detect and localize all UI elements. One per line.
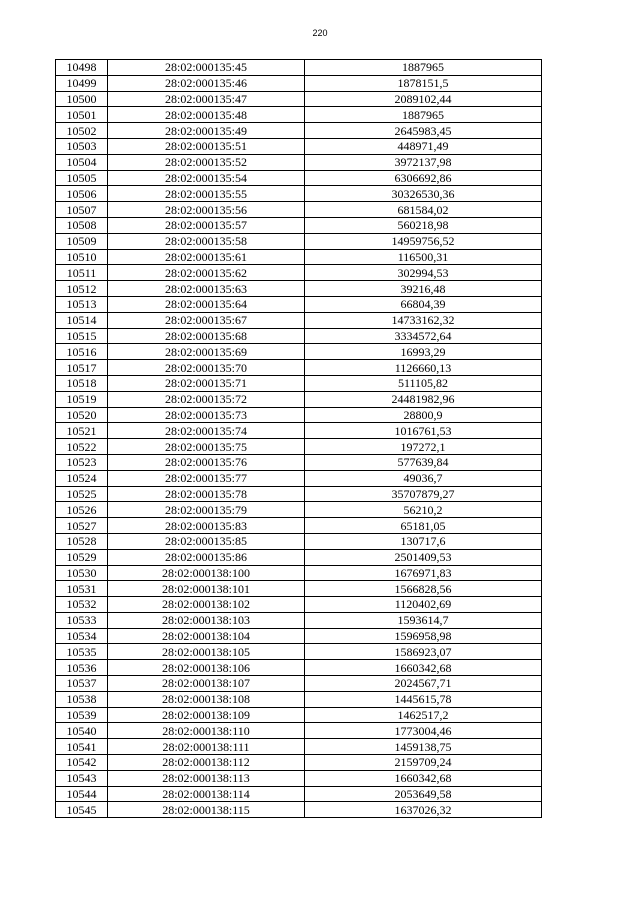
table-row xyxy=(56,296,542,312)
cadastral-number-cell: 28:02:000135:69 xyxy=(108,344,305,360)
row-number-cell: 10523 xyxy=(56,454,108,470)
table-row xyxy=(56,707,542,723)
table-row xyxy=(56,123,542,139)
cadastral-number-cell: 28:02:000138:100 xyxy=(108,565,305,581)
row-number-cell: 10529 xyxy=(56,549,108,565)
cadastral-value-cell: 1593614,7 xyxy=(305,612,542,628)
row-number-cell: 10526 xyxy=(56,502,108,518)
table-row xyxy=(56,502,542,518)
cadastral-number-cell: 28:02:000135:67 xyxy=(108,312,305,328)
row-number-cell: 10509 xyxy=(56,233,108,249)
cadastral-number-cell: 28:02:000135:61 xyxy=(108,249,305,265)
cadastral-number-cell: 28:02:000138:105 xyxy=(108,644,305,660)
cadastral-number-cell: 28:02:000135:83 xyxy=(108,518,305,534)
cadastral-value-cell: 39216,48 xyxy=(305,281,542,297)
cadastral-number-cell: 28:02:000135:73 xyxy=(108,407,305,423)
cadastral-number-cell: 28:02:000135:71 xyxy=(108,375,305,391)
cadastral-value-cell: 1445615,78 xyxy=(305,691,542,707)
row-number-cell: 10513 xyxy=(56,296,108,312)
table-row xyxy=(56,739,542,755)
table-row xyxy=(56,328,542,344)
cadastral-value-cell: 197272,1 xyxy=(305,439,542,455)
table-row xyxy=(56,660,542,676)
row-number-cell: 10512 xyxy=(56,281,108,297)
table-row xyxy=(56,360,542,376)
cadastral-value-cell: 16993,29 xyxy=(305,344,542,360)
table-row xyxy=(56,802,542,818)
table-row xyxy=(56,612,542,628)
table-row xyxy=(56,217,542,233)
cadastral-number-cell: 28:02:000138:104 xyxy=(108,628,305,644)
cadastral-number-cell: 28:02:000135:76 xyxy=(108,454,305,470)
row-number-cell: 10518 xyxy=(56,375,108,391)
cadastral-number-cell: 28:02:000135:51 xyxy=(108,138,305,154)
cadastral-number-cell: 28:02:000135:70 xyxy=(108,360,305,376)
row-number-cell: 10516 xyxy=(56,344,108,360)
cadastral-number-cell: 28:02:000135:79 xyxy=(108,502,305,518)
row-number-cell: 10503 xyxy=(56,138,108,154)
table-row xyxy=(56,107,542,123)
row-number-cell: 10545 xyxy=(56,802,108,818)
row-number-cell: 10531 xyxy=(56,581,108,597)
cadastral-value-cell: 30326530,36 xyxy=(305,186,542,202)
cadastral-value-cell: 1459138,75 xyxy=(305,739,542,755)
cadastral-value-cell: 681584,02 xyxy=(305,202,542,218)
row-number-cell: 10522 xyxy=(56,439,108,455)
cadastral-number-cell: 28:02:000135:48 xyxy=(108,107,305,123)
cadastral-value-cell: 1660342,68 xyxy=(305,660,542,676)
cadastral-value-cell: 116500,31 xyxy=(305,249,542,265)
cadastral-number-cell: 28:02:000135:62 xyxy=(108,265,305,281)
page-number: 220 xyxy=(312,28,328,38)
table-row xyxy=(56,770,542,786)
row-number-cell: 10506 xyxy=(56,186,108,202)
cadastral-number-cell: 28:02:000135:68 xyxy=(108,328,305,344)
cadastral-value-cell: 2501409,53 xyxy=(305,549,542,565)
cadastral-value-cell: 35707879,27 xyxy=(305,486,542,502)
cadastral-number-cell: 28:02:000138:103 xyxy=(108,612,305,628)
row-number-cell: 10511 xyxy=(56,265,108,281)
table-row xyxy=(56,549,542,565)
table-row xyxy=(56,644,542,660)
table-row xyxy=(56,312,542,328)
row-number-cell: 10498 xyxy=(56,60,108,76)
row-number-cell: 10534 xyxy=(56,628,108,644)
cadastral-number-cell: 28:02:000135:63 xyxy=(108,281,305,297)
cadastral-number-cell: 28:02:000135:54 xyxy=(108,170,305,186)
cadastral-number-cell: 28:02:000138:112 xyxy=(108,755,305,771)
row-number-cell: 10542 xyxy=(56,755,108,771)
cadastral-value-cell: 130717,6 xyxy=(305,533,542,549)
row-number-cell: 10540 xyxy=(56,723,108,739)
row-number-cell: 10515 xyxy=(56,328,108,344)
cadastral-value-cell: 66804,39 xyxy=(305,296,542,312)
row-number-cell: 10507 xyxy=(56,202,108,218)
cadastral-value-cell: 2159709,24 xyxy=(305,755,542,771)
table-row xyxy=(56,454,542,470)
table-row xyxy=(56,91,542,107)
cadastral-value-cell: 577639,84 xyxy=(305,454,542,470)
cadastral-number-cell: 28:02:000135:46 xyxy=(108,75,305,91)
cadastral-value-cell: 1596958,98 xyxy=(305,628,542,644)
cadastral-value-cell: 1016761,53 xyxy=(305,423,542,439)
cadastral-number-cell: 28:02:000135:75 xyxy=(108,439,305,455)
table-row xyxy=(56,154,542,170)
table-row xyxy=(56,518,542,534)
table-row xyxy=(56,407,542,423)
cadastral-number-cell: 28:02:000138:107 xyxy=(108,676,305,692)
cadastral-number-cell: 28:02:000138:111 xyxy=(108,739,305,755)
cadastral-value-cell: 3334572,64 xyxy=(305,328,542,344)
cadastral-number-cell: 28:02:000135:78 xyxy=(108,486,305,502)
cadastral-number-cell: 28:02:000135:72 xyxy=(108,391,305,407)
row-number-cell: 10524 xyxy=(56,470,108,486)
cadastral-value-cell: 1660342,68 xyxy=(305,770,542,786)
row-number-cell: 10505 xyxy=(56,170,108,186)
cadastral-value-cell: 14733162,32 xyxy=(305,312,542,328)
cadastral-value-cell: 1462517,2 xyxy=(305,707,542,723)
cadastral-number-cell: 28:02:000135:74 xyxy=(108,423,305,439)
cadastral-number-cell: 28:02:000138:106 xyxy=(108,660,305,676)
cadastral-value-cell: 1878151,5 xyxy=(305,75,542,91)
table-row xyxy=(56,423,542,439)
row-number-cell: 10500 xyxy=(56,91,108,107)
cadastral-number-cell: 28:02:000135:58 xyxy=(108,233,305,249)
cadastral-value-cell: 2089102,44 xyxy=(305,91,542,107)
cadastral-number-cell: 28:02:000135:85 xyxy=(108,533,305,549)
table-row xyxy=(56,344,542,360)
cadastral-number-cell: 28:02:000135:52 xyxy=(108,154,305,170)
table-row xyxy=(56,202,542,218)
table-row xyxy=(56,723,542,739)
cadastral-value-cell: 65181,05 xyxy=(305,518,542,534)
cadastral-value-cell: 2645983,45 xyxy=(305,123,542,139)
cadastral-value-cell: 2024567,71 xyxy=(305,676,542,692)
cadastral-number-cell: 28:02:000135:47 xyxy=(108,91,305,107)
cadastral-value-cell: 1676971,83 xyxy=(305,565,542,581)
cadastral-number-cell: 28:02:000138:101 xyxy=(108,581,305,597)
cadastral-value-cell: 24481982,96 xyxy=(305,391,542,407)
table-row xyxy=(56,170,542,186)
row-number-cell: 10532 xyxy=(56,597,108,613)
table-row xyxy=(56,281,542,297)
cadastral-number-cell: 28:02:000138:109 xyxy=(108,707,305,723)
table-row xyxy=(56,691,542,707)
cadastral-number-cell: 28:02:000135:57 xyxy=(108,217,305,233)
row-number-cell: 10538 xyxy=(56,691,108,707)
table-row xyxy=(56,439,542,455)
row-number-cell: 10539 xyxy=(56,707,108,723)
row-number-cell: 10521 xyxy=(56,423,108,439)
cadastral-value-cell: 1887965 xyxy=(305,107,542,123)
row-number-cell: 10537 xyxy=(56,676,108,692)
row-number-cell: 10544 xyxy=(56,786,108,802)
cadastral-value-cell: 1586923,07 xyxy=(305,644,542,660)
row-number-cell: 10519 xyxy=(56,391,108,407)
cadastral-value-cell: 49036,7 xyxy=(305,470,542,486)
cadastral-value-cell: 560218,98 xyxy=(305,217,542,233)
table-row xyxy=(56,391,542,407)
cadastral-value-cell: 1637026,32 xyxy=(305,802,542,818)
cadastral-value-cell: 1566828,56 xyxy=(305,581,542,597)
table-row xyxy=(56,233,542,249)
row-number-cell: 10510 xyxy=(56,249,108,265)
row-number-cell: 10535 xyxy=(56,644,108,660)
row-number-cell: 10501 xyxy=(56,107,108,123)
table-row xyxy=(56,60,542,76)
table-row xyxy=(56,676,542,692)
row-number-cell: 10533 xyxy=(56,612,108,628)
cadastral-value-table xyxy=(55,59,542,818)
table-row xyxy=(56,375,542,391)
table-row xyxy=(56,565,542,581)
table-body xyxy=(56,60,542,818)
table-row xyxy=(56,597,542,613)
table-row xyxy=(56,786,542,802)
cadastral-value-cell: 2053649,58 xyxy=(305,786,542,802)
cadastral-value-cell: 448971,49 xyxy=(305,138,542,154)
table-row xyxy=(56,581,542,597)
row-number-cell: 10525 xyxy=(56,486,108,502)
cadastral-number-cell: 28:02:000138:102 xyxy=(108,597,305,613)
row-number-cell: 10499 xyxy=(56,75,108,91)
row-number-cell: 10502 xyxy=(56,123,108,139)
table-row xyxy=(56,470,542,486)
row-number-cell: 10527 xyxy=(56,518,108,534)
cadastral-number-cell: 28:02:000135:56 xyxy=(108,202,305,218)
cadastral-value-cell: 302994,53 xyxy=(305,265,542,281)
row-number-cell: 10543 xyxy=(56,770,108,786)
cadastral-value-cell: 56210,2 xyxy=(305,502,542,518)
cadastral-number-cell: 28:02:000138:110 xyxy=(108,723,305,739)
row-number-cell: 10528 xyxy=(56,533,108,549)
table-row xyxy=(56,628,542,644)
table-row xyxy=(56,533,542,549)
row-number-cell: 10530 xyxy=(56,565,108,581)
cadastral-value-cell: 1773004,46 xyxy=(305,723,542,739)
cadastral-value-cell: 28800,9 xyxy=(305,407,542,423)
row-number-cell: 10541 xyxy=(56,739,108,755)
cadastral-value-cell: 6306692,86 xyxy=(305,170,542,186)
table-row xyxy=(56,755,542,771)
cadastral-number-cell: 28:02:000138:108 xyxy=(108,691,305,707)
table-row xyxy=(56,75,542,91)
cadastral-number-cell: 28:02:000135:49 xyxy=(108,123,305,139)
table-row xyxy=(56,186,542,202)
cadastral-number-cell: 28:02:000138:114 xyxy=(108,786,305,802)
cadastral-number-cell: 28:02:000135:45 xyxy=(108,60,305,76)
cadastral-number-cell: 28:02:000135:55 xyxy=(108,186,305,202)
cadastral-number-cell: 28:02:000135:86 xyxy=(108,549,305,565)
cadastral-value-cell: 14959756,52 xyxy=(305,233,542,249)
table-row xyxy=(56,265,542,281)
row-number-cell: 10520 xyxy=(56,407,108,423)
cadastral-number-cell: 28:02:000138:113 xyxy=(108,770,305,786)
cadastral-value-cell: 1126660,13 xyxy=(305,360,542,376)
table-row xyxy=(56,138,542,154)
row-number-cell: 10508 xyxy=(56,217,108,233)
cadastral-value-cell: 3972137,98 xyxy=(305,154,542,170)
cadastral-value-cell: 511105,82 xyxy=(305,375,542,391)
table-row xyxy=(56,486,542,502)
row-number-cell: 10517 xyxy=(56,360,108,376)
cadastral-number-cell: 28:02:000138:115 xyxy=(108,802,305,818)
cadastral-number-cell: 28:02:000135:64 xyxy=(108,296,305,312)
table-row xyxy=(56,249,542,265)
cadastral-number-cell: 28:02:000135:77 xyxy=(108,470,305,486)
cadastral-value-cell: 1120402,69 xyxy=(305,597,542,613)
cadastral-value-cell: 1887965 xyxy=(305,60,542,76)
row-number-cell: 10504 xyxy=(56,154,108,170)
row-number-cell: 10536 xyxy=(56,660,108,676)
row-number-cell: 10514 xyxy=(56,312,108,328)
